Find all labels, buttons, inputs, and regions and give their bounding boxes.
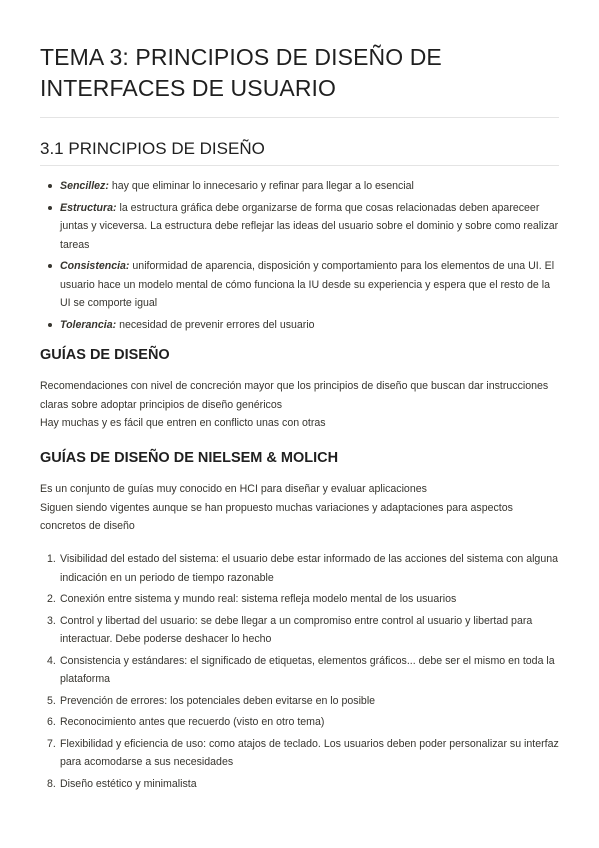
item-number: 6. xyxy=(47,716,56,728)
principle-term: Estructura: xyxy=(60,201,117,214)
section-heading: 3.1 PRINCIPIOS DE DISEÑO xyxy=(40,139,265,158)
principles-list xyxy=(40,177,559,334)
list-item xyxy=(40,612,559,649)
guides-paragraph xyxy=(40,377,559,433)
list-item xyxy=(40,316,559,335)
item-text: Reconocimiento antes que recuerdo (visto en otro tema) xyxy=(60,716,325,728)
principle-text: uniformidad de aparencia, disposición y comportamiento para los elementos de una UI. El usuario hace un modelo mental de cómo funciona la IU desde su experiencia y espera que el resto de la UI se comporte igual xyxy=(60,260,555,309)
nielsen-line-1: Es un conjunto de guías muy conocido en HCI para diseñar y evaluar aplicaciones xyxy=(40,483,427,495)
item-text: Control y libertad del usuario: se debe llegar a un compromiso entre control al usuario y libertad para interactuar. Debe poderse deshacer lo hecho xyxy=(60,614,533,645)
list-item xyxy=(40,550,559,587)
guides-heading: GUÍAS DE DISEÑO xyxy=(40,347,170,363)
title-divider xyxy=(40,117,559,118)
guides-line-1: Recomendaciones con nivel de concreción mayor que los principios de diseño que buscan dar instrucciones claras sobre adoptar principios de diseño genéricos xyxy=(40,380,549,411)
item-text: Visibilidad del estado del sistema: el usuario debe estar informado de las acciones del sistema con alguna indicación en un periodo de tiempo razonable xyxy=(60,553,559,584)
principle-term: Consistencia: xyxy=(60,260,130,272)
section-divider xyxy=(40,165,559,166)
item-number: 1. xyxy=(47,553,56,565)
item-text: Consistencia y estándares: el significado de etiquetas, elementos gráficos... debe ser el mismo en toda la plataforma xyxy=(60,654,555,685)
item-text: Flexibilidad y eficiencia de uso: como atajos de teclado. Los usuarios deben poder personalizar su interfaz para acomodarse a sus necesidades xyxy=(60,737,559,768)
list-item xyxy=(40,713,559,732)
nielsen-heading: GUÍAS DE DISEÑO DE NIELSEM & MOLICH xyxy=(40,450,339,466)
item-text: Diseño estético y minimalista xyxy=(60,777,197,790)
list-item xyxy=(40,177,559,196)
item-number: 4. xyxy=(47,654,56,667)
list-item xyxy=(40,775,559,794)
guides-line-2: Hay muchas y es fácil que entren en conflicto unas con otras xyxy=(40,417,326,429)
item-text: Conexión entre sistema y mundo real: sistema refleja modelo mental de los usuarios xyxy=(60,593,457,605)
nielsen-paragraph xyxy=(40,480,559,536)
bullet-icon xyxy=(48,323,52,327)
list-item xyxy=(40,692,559,711)
item-number: 5. xyxy=(47,694,56,707)
item-number: 7. xyxy=(47,737,56,750)
principle-term: Sencillez: xyxy=(60,180,109,192)
item-number: 2. xyxy=(47,593,56,605)
principle-text: hay que eliminar lo innecesario y refinar para llegar a lo esencial xyxy=(108,180,414,192)
principle-term: Tolerancia: xyxy=(60,318,117,331)
bullet-icon xyxy=(48,264,52,268)
list-item xyxy=(40,257,559,313)
principle-text: necesidad de prevenir errores del usuario xyxy=(116,318,315,331)
bullet-icon xyxy=(48,184,52,188)
list-item xyxy=(40,590,559,609)
item-number: 3. xyxy=(47,614,56,627)
list-item xyxy=(40,199,559,255)
item-number: 8. xyxy=(47,777,56,790)
list-item xyxy=(40,735,559,772)
heuristics-list xyxy=(40,550,559,793)
bullet-icon xyxy=(48,206,52,210)
item-text: Prevención de errores: los potenciales deben evitarse en lo posible xyxy=(60,694,376,707)
page-title: TEMA 3: PRINCIPIOS DE DISEÑO DE INTERFACES DE USUARIO xyxy=(40,44,442,101)
nielsen-line-2: Siguen siendo vigentes aunque se han propuesto muchas variaciones y adaptaciones para aspectos concretos de diseño xyxy=(40,501,513,532)
principle-text: la estructura gráfica debe organizarse de forma que cosas relacionadas deben apareceer juntas y viceversa. La estructura debe reflejar las ideas del usuario sobre el dominio y sobre como realizar tareas xyxy=(60,201,559,251)
list-item xyxy=(40,652,559,689)
